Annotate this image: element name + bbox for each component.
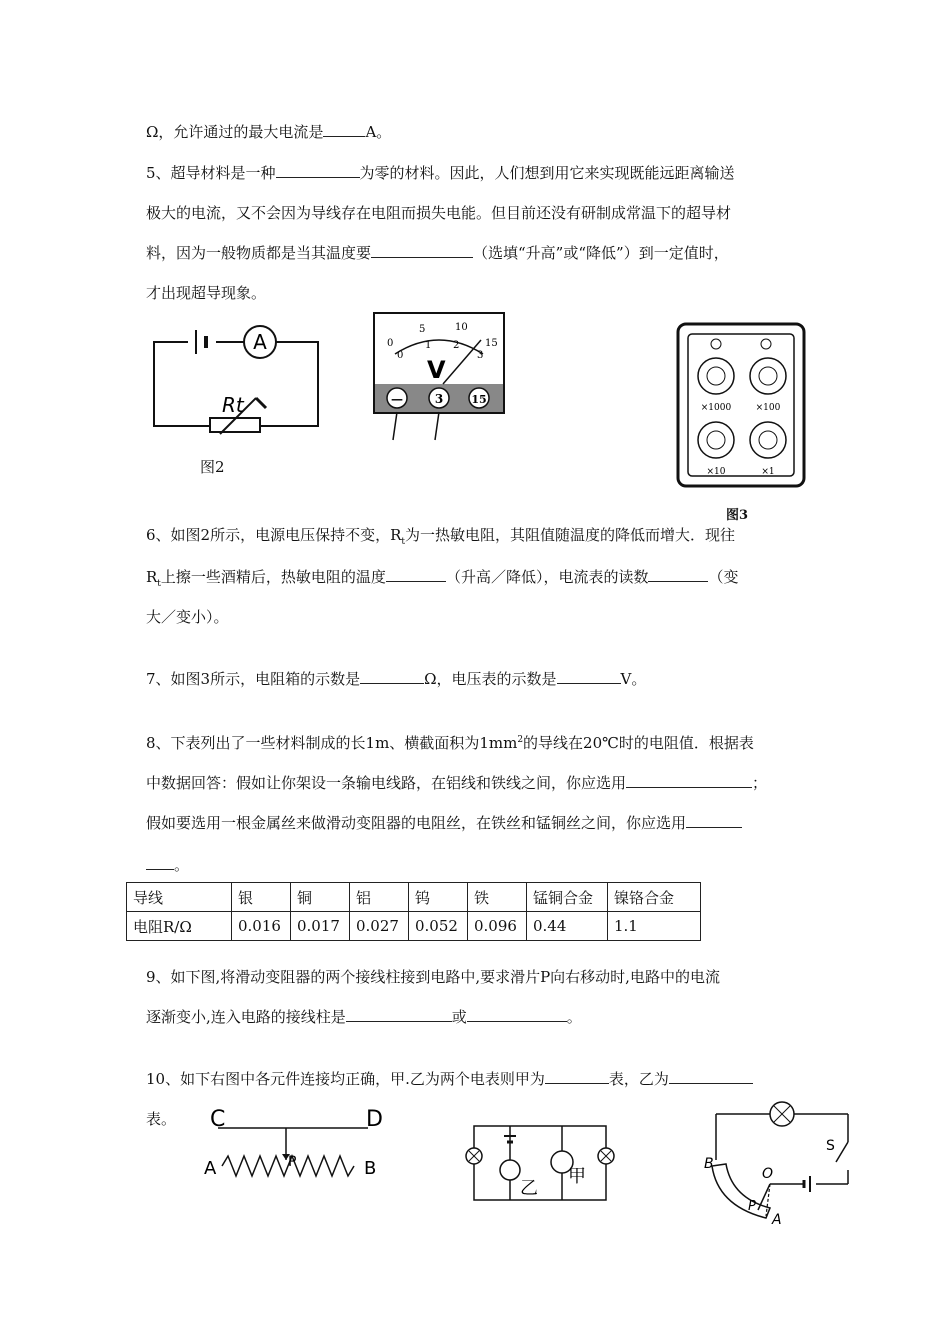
scale-inner-2: 2	[453, 340, 460, 351]
meters-circuit-figure	[460, 1108, 620, 1204]
table-cell: 铁	[468, 883, 527, 912]
voltmeter-figure	[373, 312, 505, 442]
blank-rheostat-wire-cont[interactable]	[146, 855, 174, 870]
blank-rheostat-wire[interactable]	[686, 813, 742, 828]
table-cell: 0.44	[527, 912, 608, 941]
terminal-a-label: A	[204, 1158, 217, 1179]
scale-outer-0: 0	[387, 338, 394, 349]
question-5-line2: 极大的电流，又不会因为导线存在电阻而损失电能。但目前还没有研制成常温下的超导材	[146, 204, 732, 222]
terminal-15: 15	[471, 393, 487, 406]
blank-meter-jia[interactable]	[545, 1069, 609, 1084]
table-cell: 银	[232, 883, 291, 912]
question-5-line4: 才出现超导现象。	[146, 284, 267, 302]
table-cell: 铝	[350, 883, 409, 912]
switch-lever	[836, 1142, 848, 1162]
terminal-d-label: D	[366, 1107, 383, 1132]
question-10-line1: 10、如下右图中各元件连接均正确，甲.乙为两个电表则甲为 表，乙为	[146, 1068, 753, 1089]
table-cell: 0.096	[468, 912, 527, 941]
terminal-c-label: C	[210, 1107, 226, 1132]
figure-2-circuit	[148, 322, 328, 437]
question-8-line3: 假如要选用一根金属丝来做滑动变阻器的电阻丝，在铁丝和锰铜丝之间，你应选用	[146, 812, 742, 833]
table-cell: 0.027	[350, 912, 409, 941]
question-6-line3: 大／变小）。	[146, 608, 229, 626]
blank-terminal-2[interactable]	[467, 1007, 567, 1022]
meter-yi-label: 乙	[520, 1178, 538, 1199]
question-7: 7、如图3所示，电阻箱的示数是 Ω，电压表的示数是 V。	[146, 670, 647, 688]
question-9-line1: 9、如下图,将滑动变阻器的两个接线柱接到电路中,要求滑片P向右移动时,电路中的电流	[146, 968, 720, 986]
terminal-b-label: B	[364, 1158, 377, 1179]
table-cell: 铜	[291, 883, 350, 912]
scale-inner-1: 1	[425, 340, 432, 351]
arc-a-label: A	[772, 1212, 782, 1228]
mult-10: ×10	[706, 467, 726, 477]
blank-meter-yi[interactable]	[669, 1069, 753, 1084]
meter-yi-symbol	[500, 1160, 520, 1180]
blank-temperature[interactable]	[371, 243, 473, 258]
thermistor-label: Rt	[222, 393, 244, 417]
arc-o-label: O	[762, 1166, 774, 1182]
slider-rheostat-figure	[200, 1104, 390, 1184]
table-cell: 0.017	[291, 912, 350, 941]
blank-box-reading[interactable]	[360, 669, 424, 684]
terminal-3: 3	[434, 392, 444, 406]
figure-2-caption: 图2	[200, 458, 225, 476]
blank-thermistor-temp[interactable]	[386, 567, 446, 582]
resistance-box-figure	[676, 322, 806, 488]
terminal-minus: —	[391, 392, 403, 406]
blank-ammeter-reading[interactable]	[648, 567, 708, 582]
arc-rheostat-figure	[700, 1090, 870, 1226]
table-header-row	[127, 883, 701, 912]
scale-outer-10: 10	[455, 322, 468, 333]
table-cell: 钨	[409, 883, 468, 912]
arc-b-label: B	[704, 1156, 714, 1172]
blank-voltmeter-reading[interactable]	[557, 669, 621, 684]
question-8-line2: 中数据回答：假如让你架设一条输电线路，在铝线和铁线之间，你应选用 ；	[146, 774, 768, 792]
scale-outer-5: 5	[419, 324, 426, 335]
question-8-line4: 。	[146, 854, 189, 875]
ammeter-label: A	[253, 330, 267, 354]
figure-3-caption: 图3	[726, 508, 749, 523]
blank-power-line[interactable]	[626, 773, 752, 788]
arc-p-label: P	[748, 1199, 756, 1214]
question-10-line2: 表。	[146, 1110, 177, 1128]
switch-s-label: S	[826, 1138, 835, 1154]
line-q4-tail: Ω，允许通过的最大电流是 A。	[146, 123, 392, 141]
mult-1000: ×1000	[700, 403, 732, 413]
question-9-line2: 逐渐变小,连入电路的接线柱是 或 。	[146, 1008, 582, 1026]
scale-inner-0: 0	[397, 350, 404, 361]
table-row	[127, 912, 701, 941]
resistance-table	[126, 882, 701, 941]
mult-100: ×100	[755, 403, 781, 413]
voltmeter-label: V	[427, 356, 446, 384]
table-cell: 电阻R/Ω	[127, 912, 232, 941]
mult-1: ×1	[761, 467, 775, 477]
slider-p-label: P	[288, 1154, 297, 1170]
scale-outer-15: 15	[485, 338, 498, 349]
blank-max-current[interactable]	[323, 122, 365, 137]
table-cell: 导线	[127, 883, 232, 912]
question-5-line1: 5、超导材料是一种 为零的材料。因此，人们想到用它来实现既能远距离输送	[146, 164, 735, 182]
table-cell: 1.1	[608, 912, 701, 941]
table-cell: 锰铜合金	[527, 883, 608, 912]
question-8-line1: 8、下表列出了一些材料制成的长1m、横截面积为$1mm^2$的导线在20℃时的电阻值．根据表	[146, 734, 754, 752]
table-cell: 0.016	[232, 912, 291, 941]
blank-superconductor[interactable]	[276, 163, 360, 178]
scale-inner-3: 3	[477, 350, 484, 361]
table-cell: 镍铬合金	[608, 883, 701, 912]
question-6-line1: 6、如图2所示，电源电压保持不变，$R_t$为一热敏电阻，其阻值随温度的降低而增大．现往	[146, 526, 736, 547]
blank-terminal-1[interactable]	[346, 1007, 452, 1022]
question-6-line2: $R_t$上擦一些酒精后，热敏电阻的温度 （升高／降低），电流表的读数 （变	[146, 568, 739, 589]
question-5-line3: 料，因为一般物质都是当其温度要 （选填“升高”或“降低”）到一定值时，	[146, 244, 729, 262]
meter-jia-label: 甲	[568, 1166, 586, 1187]
table-cell: 0.052	[409, 912, 468, 941]
